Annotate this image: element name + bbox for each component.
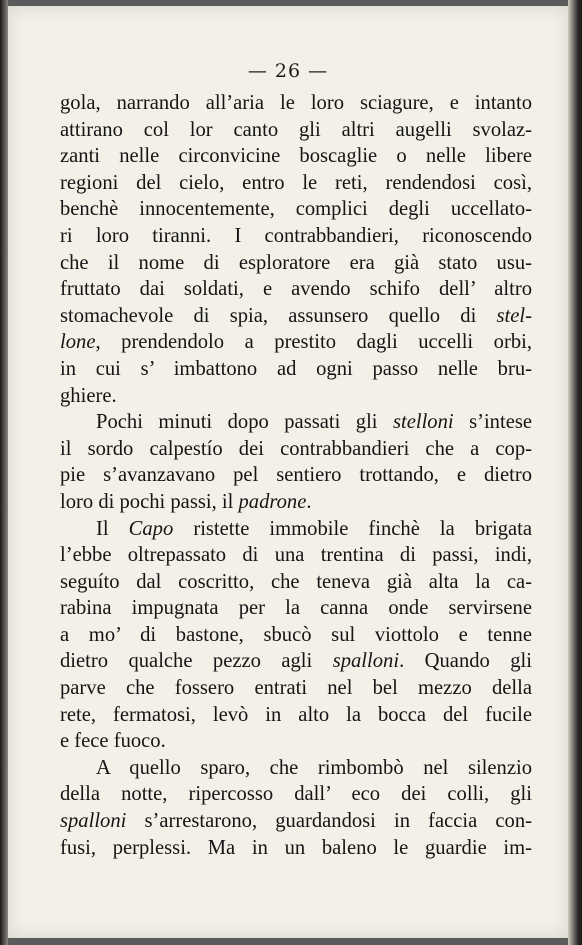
text-line (60, 409, 532, 436)
book-page (8, 6, 568, 938)
text-line (60, 436, 532, 463)
text-line (60, 90, 532, 117)
text-run: attirano col lor canto gli altri augelli svolaz- (60, 118, 532, 141)
text-line (60, 675, 532, 702)
text-run: rete, fermatosi, levò in alto la bocca del fucile (60, 703, 532, 726)
text-run: regioni del cielo, entro le reti, rendendosi così, (60, 171, 532, 194)
italic-text: stel- (496, 304, 532, 327)
text-line (60, 781, 532, 808)
text-line (60, 196, 532, 223)
text-line (60, 702, 532, 729)
text-line (60, 462, 532, 489)
text-line (60, 170, 532, 197)
text-run: in cui s’ imbattono ad ogni passo nelle bru- (60, 357, 532, 380)
text-run: Pochi minuti dopo passati gli (96, 411, 393, 434)
text-line (60, 622, 532, 649)
text-run: stomachevole di spia, assunsero quello di (60, 304, 497, 327)
text-run: fusi, perplessi. Ma in un baleno le guardie im- (60, 836, 532, 859)
body-text (60, 90, 532, 861)
page-shadow-right (568, 0, 582, 945)
text-run: . Quando gli (399, 650, 533, 673)
text-run: zanti nelle circonvicine boscaglie o nelle libere (60, 145, 532, 168)
text-run: che il nome di esploratore era già stato usu- (60, 251, 532, 274)
page-shadow-left (0, 0, 8, 945)
text-run: della notte, ripercosso dall’ eco dei colli, gli (60, 783, 532, 806)
text-run: s’arrestarono, guardandosi in faccia con- (126, 810, 532, 833)
text-run: . (306, 490, 312, 513)
text-line (60, 356, 532, 383)
text-run: gola, narrando all’aria le loro sciagure, e intanto (60, 92, 532, 114)
text-run: a mo’ di bastone, sbucò sul viottolo e tenne (60, 623, 532, 646)
text-run: ristette immobile finchè la brigata (173, 517, 532, 540)
text-line (60, 835, 532, 862)
text-run: loro di pochi passi, il (60, 490, 239, 513)
text-run: rabina impugnata per la canna onde servirsene (60, 597, 532, 620)
page-number: — 26 — (247, 60, 329, 82)
text-line (60, 542, 532, 569)
text-line (60, 728, 532, 755)
text-run: seguíto dal coscritto, che teneva già alta la ca- (60, 570, 532, 593)
text-run: ghiere. (60, 384, 117, 407)
text-run: ri loro tiranni. I contrabbandieri, riconoscendo (60, 224, 532, 247)
text-run: dietro qualche pezzo agli (60, 650, 333, 673)
text-run: A quello sparo, che rimbombò nel silenzio (96, 756, 532, 779)
text-run: il sordo calpestío dei contrabbandieri che a cop- (60, 437, 532, 460)
text-run: e fece fuoco. (60, 730, 166, 753)
text-line (60, 595, 532, 622)
italic-text: padrone (238, 490, 307, 513)
text-line (60, 117, 532, 144)
text-line (60, 648, 532, 675)
text-line (60, 303, 532, 330)
italic-text: lone (60, 331, 96, 354)
italic-text: spalloni (60, 810, 127, 833)
text-run: l’ebbe oltrepassato di una trentina di passi, indi, (60, 544, 532, 567)
text-run: pie s’avanzavano pel sentiero trottando, e dietro (60, 464, 532, 487)
text-line (60, 329, 532, 356)
text-line (60, 516, 532, 543)
text-run: Il (96, 517, 129, 540)
italic-text: spalloni (332, 650, 400, 673)
text-line (60, 250, 532, 277)
text-line (60, 489, 532, 516)
text-run: fruttato dai soldati, e avendo schifo dell’ altro (60, 278, 532, 301)
italic-text: Capo (128, 517, 174, 540)
text-line (60, 808, 532, 835)
text-line (60, 276, 532, 303)
text-run: , prendendolo a prestito dagli uccelli orbi, (95, 331, 532, 354)
text-line (60, 569, 532, 596)
text-run: parve che fossero entrati nel bel mezzo della (60, 677, 532, 700)
text-run: s’intese (453, 411, 532, 434)
text-line (60, 143, 532, 170)
italic-text: stelloni (392, 411, 454, 434)
text-run: benchè innocentemente, complici degli uccellato- (60, 198, 532, 221)
text-line (60, 223, 532, 250)
text-line (60, 755, 532, 782)
text-line (60, 383, 532, 410)
